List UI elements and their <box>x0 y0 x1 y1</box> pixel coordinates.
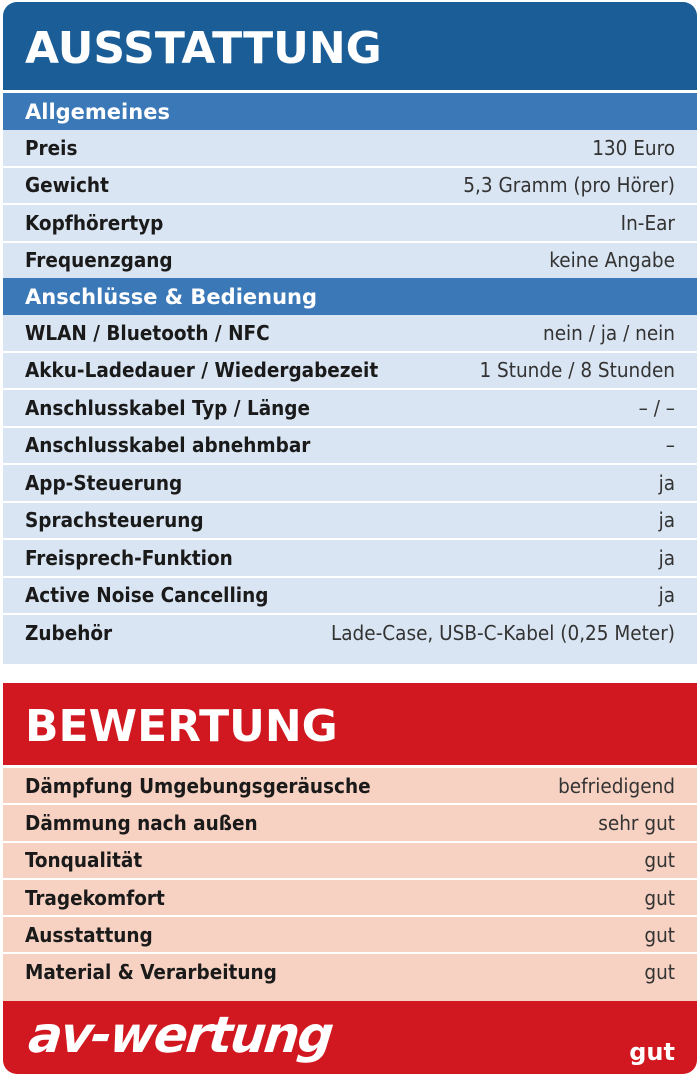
spec-row-zubehoer <box>3 615 697 651</box>
spec-value: ja <box>658 508 675 533</box>
rating-value: gut <box>644 848 675 873</box>
spec-row-anc <box>3 578 697 616</box>
spec-value: ja <box>658 470 675 495</box>
spec-row-wlan-bluetooth-nfc <box>3 315 697 353</box>
rating-value: befriedigend <box>558 773 675 798</box>
section-allgemeines <box>3 93 697 278</box>
spec-value: In-Ear <box>620 210 675 235</box>
spec-row-app-steuerung <box>3 465 697 503</box>
rating-value: gut <box>644 885 675 910</box>
spec-value: ja <box>658 545 675 570</box>
spec-row-anschlusskabel-abnehmbar <box>3 428 697 466</box>
section-header-allgemeines: Allgemeines <box>3 93 697 130</box>
section-anschluesse <box>3 278 697 651</box>
spec-label: Zubehör <box>25 620 113 645</box>
spec-label: WLAN / Bluetooth / NFC <box>25 320 270 345</box>
rows-bewertung <box>3 768 697 990</box>
rating-value: gut <box>644 960 675 985</box>
overall-rating: gut <box>629 1038 675 1066</box>
bewertung-panel <box>3 683 697 1074</box>
spec-row-kopfhoerertyp <box>3 205 697 243</box>
spec-label: Preis <box>25 135 78 160</box>
spec-value: keine Angabe <box>549 248 675 273</box>
rating-row-tonqualitaet <box>3 843 697 880</box>
spec-label: Frequenzgang <box>25 248 173 273</box>
spec-label: Freisprech-Funktion <box>25 545 233 570</box>
rows-anschluesse <box>3 315 697 651</box>
spec-label: Gewicht <box>25 173 109 198</box>
bewertung-title: BEWERTUNG <box>3 683 697 768</box>
spec-label: Anschlusskabel Typ / Länge <box>25 395 310 420</box>
spec-label: Sprachsteuerung <box>25 508 204 533</box>
spec-label: Akku-Ladedauer / Wiedergabezeit <box>25 358 379 383</box>
spec-value: ja <box>658 583 675 608</box>
av-wertung-footer <box>3 1001 697 1074</box>
spec-row-preis <box>3 130 697 168</box>
spec-label: Anschlusskabel abnehmbar <box>25 433 311 458</box>
spec-row-freisprech <box>3 540 697 578</box>
spec-value: – <box>665 433 675 458</box>
spec-value: Lade-Case, USB-C-Kabel (0,25 Meter) <box>330 620 675 645</box>
rating-label: Dämpfung Umgebungsgeräusche <box>25 773 371 798</box>
av-wertung-logo: av-wertung <box>25 1006 335 1064</box>
ausstattung-title: AUSSTATTUNG <box>3 2 697 93</box>
rating-value: sehr gut <box>598 810 675 835</box>
rows-allgemeines <box>3 130 697 278</box>
ausstattung-panel <box>3 2 697 664</box>
spec-value: nein / ja / nein <box>543 320 675 345</box>
spec-row-anschlusskabel-typ <box>3 390 697 428</box>
rating-row-material <box>3 954 697 989</box>
spec-row-frequenzgang <box>3 243 697 279</box>
spec-row-sprachsteuerung <box>3 503 697 541</box>
spec-label: Active Noise Cancelling <box>25 583 269 608</box>
rating-row-daempfung <box>3 768 697 805</box>
rating-row-ausstattung <box>3 917 697 954</box>
spec-value: 130 Euro <box>592 135 675 160</box>
rating-label: Dämmung nach außen <box>25 810 258 835</box>
rating-value: gut <box>644 922 675 947</box>
spec-value: 1 Stunde / 8 Stunden <box>479 358 675 383</box>
rating-label: Tonqualität <box>25 848 143 873</box>
section-header-anschluesse: Anschlüsse & Bedienung <box>3 278 697 315</box>
spec-value: – / – <box>638 395 675 420</box>
rating-label: Material & Verarbeitung <box>25 960 277 985</box>
spec-row-gewicht <box>3 168 697 206</box>
rating-row-daemmung <box>3 805 697 842</box>
spec-value: 5,3 Gramm (pro Hörer) <box>463 173 675 198</box>
spec-label: App-Steuerung <box>25 470 183 495</box>
spec-row-akku <box>3 353 697 391</box>
spec-label: Kopfhörertyp <box>25 210 164 235</box>
rating-label: Ausstattung <box>25 922 153 947</box>
rating-label: Tragekomfort <box>25 885 165 910</box>
rating-row-tragekomfort <box>3 880 697 917</box>
